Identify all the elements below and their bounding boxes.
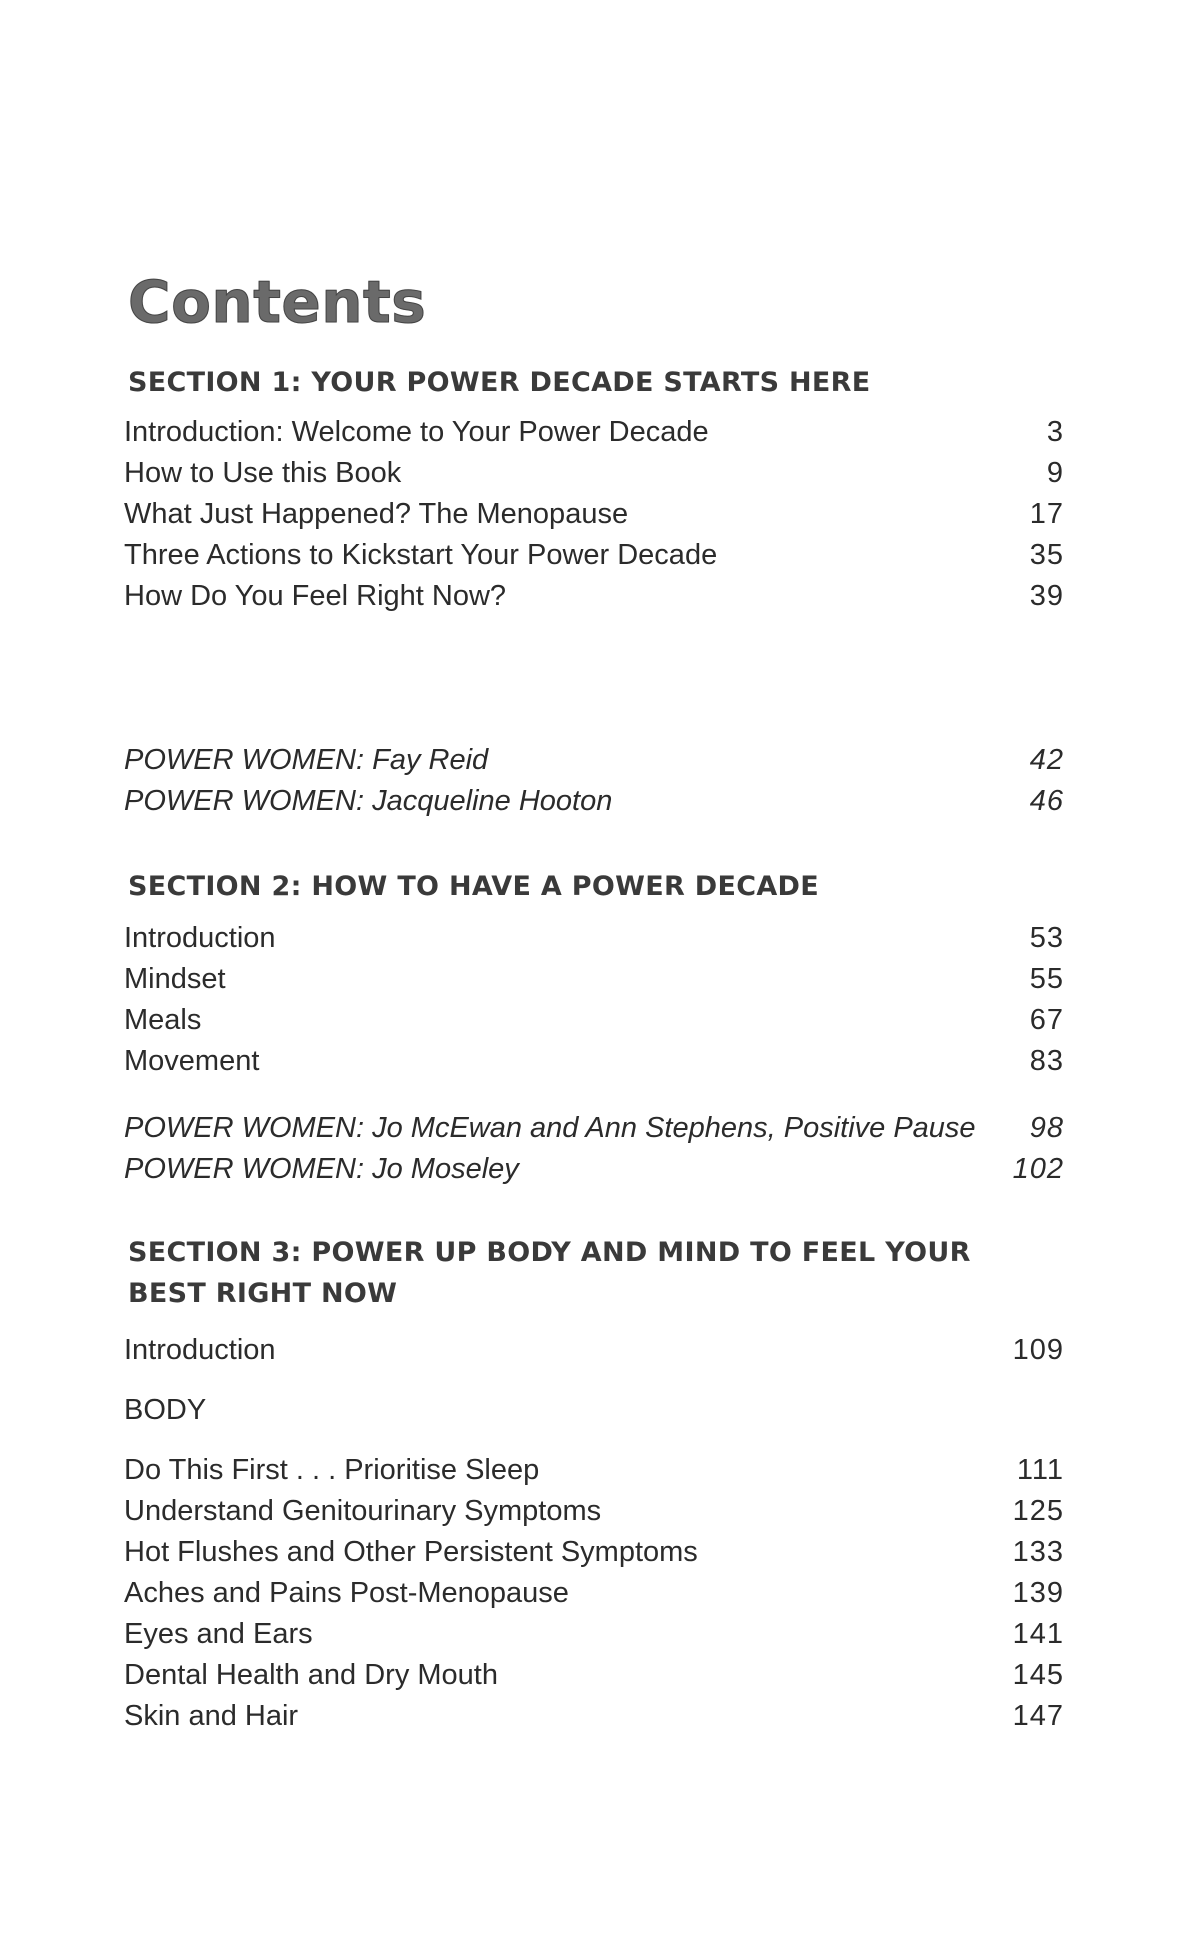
section-3-heading-line-1: SECTION 3: POWER UP BODY AND MIND TO FEEL YOUR [128, 1237, 971, 1268]
power-women-prefix: POWER WOMEN: [124, 744, 373, 776]
section-3-subsection [124, 1390, 1064, 1431]
subsection-heading: BODY [124, 1394, 207, 1426]
toc-entry-page: 111 [1016, 1454, 1064, 1486]
section-2-entries [124, 918, 1064, 1082]
power-women-name: Jo McEwan and Ann Stephens, Positive Pause [372, 1112, 976, 1144]
power-women-prefix: POWER WOMEN: [124, 785, 373, 817]
toc-entry[interactable] [124, 1041, 1064, 1082]
power-women-entry[interactable] [124, 1149, 1064, 1190]
power-women-label [124, 740, 488, 781]
toc-entry[interactable] [124, 412, 1064, 453]
section-3-heading-line-2: BEST RIGHT NOW [128, 1278, 398, 1309]
toc-entry-page: 42 [1029, 744, 1064, 776]
toc-entry-label: Do This First . . . Prioritise Sleep [124, 1454, 540, 1486]
toc-entry[interactable] [124, 576, 1064, 617]
toc-entry[interactable] [124, 453, 1064, 494]
toc-entry[interactable] [124, 1696, 1064, 1737]
power-women-name: Jo Moseley [372, 1153, 519, 1185]
toc-entry-label: Skin and Hair [124, 1700, 299, 1732]
toc-entry[interactable] [124, 1614, 1064, 1655]
toc-entry[interactable] [124, 1330, 1064, 1371]
section-2-power-women [124, 1108, 1064, 1190]
toc-entry-page: 139 [1012, 1577, 1064, 1609]
section-3-entries [124, 1450, 1064, 1737]
power-women-entry[interactable] [124, 781, 1064, 822]
toc-entry-label: Hot Flushes and Other Persistent Symptoms [124, 1536, 698, 1568]
power-women-prefix: POWER WOMEN: [124, 1153, 373, 1185]
section-1-heading: SECTION 1: YOUR POWER DECADE STARTS HERE [128, 367, 871, 398]
toc-entry-label: Introduction: Welcome to Your Power Decade [124, 416, 709, 448]
power-women-label [124, 1149, 519, 1190]
toc-entry-page: 147 [1012, 1700, 1064, 1732]
toc-entry-page: 98 [1029, 1112, 1064, 1144]
toc-entry-page: 109 [1012, 1334, 1064, 1366]
toc-entry-page: 133 [1012, 1536, 1064, 1568]
toc-entry[interactable] [124, 1491, 1064, 1532]
section-1-power-women [124, 740, 1064, 822]
toc-entry-label: Introduction [124, 1334, 276, 1366]
toc-entry[interactable] [124, 494, 1064, 535]
toc-entry-page: 67 [1029, 1004, 1064, 1036]
toc-entry-label: Meals [124, 1004, 202, 1036]
toc-entry-page: 55 [1029, 963, 1064, 995]
toc-entry[interactable] [124, 959, 1064, 1000]
toc-entry-label: Aches and Pains Post-Menopause [124, 1577, 569, 1609]
page-title: Contents [128, 268, 427, 336]
power-women-entry[interactable] [124, 1108, 1064, 1149]
toc-entry[interactable] [124, 918, 1064, 959]
section-3-intro [124, 1330, 1064, 1371]
toc-entry-page: 39 [1029, 580, 1064, 612]
toc-entry-label: How Do You Feel Right Now? [124, 580, 507, 612]
toc-entry-page: 125 [1012, 1495, 1064, 1527]
power-women-label [124, 1108, 976, 1149]
power-women-entry[interactable] [124, 740, 1064, 781]
toc-entry-label: What Just Happened? The Menopause [124, 498, 629, 530]
toc-entry-page: 83 [1029, 1045, 1064, 1077]
toc-entry-label: Introduction [124, 922, 276, 954]
power-women-name: Fay Reid [372, 744, 489, 776]
power-women-label [124, 781, 612, 822]
toc-entry-page: 145 [1012, 1659, 1064, 1691]
toc-entry-page: 17 [1029, 498, 1064, 530]
section-1-entries [124, 412, 1064, 617]
toc-entry-page: 9 [1046, 457, 1064, 489]
toc-entry-page: 35 [1029, 539, 1064, 571]
toc-entry-label: Eyes and Ears [124, 1618, 313, 1650]
toc-entry-page: 141 [1012, 1618, 1064, 1650]
toc-entry-label: Movement [124, 1045, 260, 1077]
power-women-name: Jacqueline Hooton [372, 785, 613, 817]
toc-entry-page: 46 [1029, 785, 1064, 817]
toc-entry-label: How to Use this Book [124, 457, 402, 489]
toc-entry[interactable] [124, 535, 1064, 576]
toc-entry-label: Understand Genitourinary Symptoms [124, 1495, 602, 1527]
toc-entry-label: Three Actions to Kickstart Your Power Decade [124, 539, 718, 571]
toc-entry-label: Mindset [124, 963, 226, 995]
section-2-heading: SECTION 2: HOW TO HAVE A POWER DECADE [128, 871, 819, 902]
toc-entry-label: Dental Health and Dry Mouth [124, 1659, 498, 1691]
toc-entry[interactable] [124, 1532, 1064, 1573]
toc-entry-page: 102 [1012, 1153, 1064, 1185]
toc-entry[interactable] [124, 1573, 1064, 1614]
toc-entry-page: 3 [1046, 416, 1064, 448]
power-women-prefix: POWER WOMEN: [124, 1112, 373, 1144]
toc-entry[interactable] [124, 1450, 1064, 1491]
toc-entry-page: 53 [1029, 922, 1064, 954]
toc-entry[interactable] [124, 1000, 1064, 1041]
toc-entry[interactable] [124, 1655, 1064, 1696]
section-3-heading [128, 1232, 1028, 1314]
